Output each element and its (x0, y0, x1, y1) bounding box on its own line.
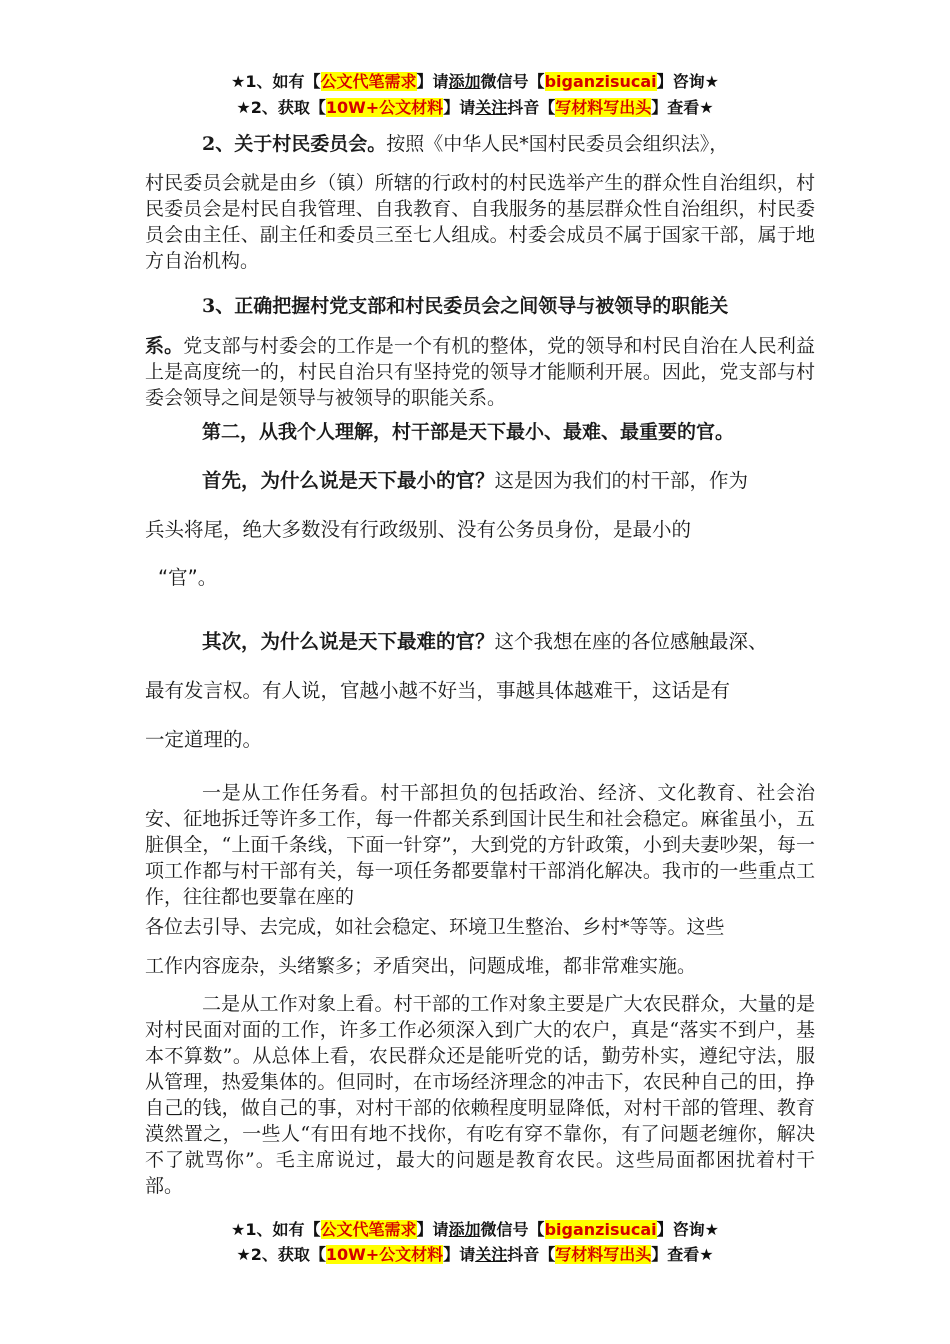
banner-underlined: 关注 (475, 98, 508, 117)
banner-text: 】查看★ (651, 98, 714, 117)
paragraph-text: 这个我想在座的各位感触最深、 (494, 630, 768, 653)
paragraph-text: 这是因为我们的村干部，作为 (494, 469, 749, 492)
promo-banner-footer-line-2 (0, 1243, 950, 1267)
smallest-official-line-3: “官”。 (158, 566, 218, 589)
promo-banner-line-2 (0, 96, 950, 120)
question-lead: 其次，为什么说是天下最难的官？ (202, 630, 495, 653)
banner-underlined: 添加 (448, 72, 481, 91)
banner-text: ★1、如有【 (231, 1220, 321, 1239)
hardest-official-line-2: 最有发言权。有人说，官越小越不好当，事越具体越难干，这话是有 (145, 679, 731, 702)
work-tasks-paragraph: 一是从工作任务看。村干部担负的包括政治、经济、文化教育、社会治安、征地拆迁等许多工作，每一件都关系到国计民生和社会稳定。麻雀虽小，五脏俱全，“上面千条线，下面一针穿”，大到党的方针政策，小到夫妻吵架，每一项工作都与村干部有关，每一项任务都要靠村干部消化解决。我市的一些重点工作，往往都也要靠在座的 (145, 782, 815, 908)
section-relationship-body (145, 333, 815, 411)
question-lead: 首先，为什么说是天下最小的官？ (202, 469, 495, 492)
banner-text: 抖音【 (507, 98, 556, 117)
paragraph-text: 党支部与村委会的工作是一个有机的整体，党的领导和村民自治在人民利益上是高度统一的，村民自治只有坚持党的领导才能顺利开展。因此，党支部与村委会领导之间是领导与被领导的职能关系。 (145, 335, 815, 409)
banner-highlight: 写材料写出头 (555, 1245, 652, 1264)
banner-text: ★1、如有【 (231, 72, 321, 91)
banner-text: 抖音【 (507, 1245, 556, 1264)
second-point-heading (202, 419, 822, 445)
banner-highlight: biganzisucai (544, 1220, 657, 1239)
banner-highlight: 写材料写出头 (555, 98, 652, 117)
hardest-official-line-3: 一定道理的。 (145, 728, 263, 751)
section-relationship-heading (202, 293, 822, 319)
promo-banner-line-1 (0, 70, 950, 94)
banner-text: 】咨询★ (656, 72, 719, 91)
hardest-official-line-1 (202, 616, 822, 668)
banner-highlight: 公文代笔需求 (320, 72, 417, 91)
banner-underlined: 添加 (448, 1220, 481, 1239)
banner-text: 】咨询★ (656, 1220, 719, 1239)
promo-banner-footer-line-1 (0, 1218, 950, 1242)
banner-text: ★2、获取【 (236, 98, 326, 117)
section-heading-tail: 系。 (145, 335, 184, 357)
smallest-official-line-1 (202, 455, 822, 507)
work-tasks-line-2: 各位去引导、去完成，如社会稳定、环境卫生整治、乡村*等等。这些 (145, 916, 725, 938)
banner-text: 微信号【 (480, 1220, 545, 1239)
banner-text: 】查看★ (651, 1245, 714, 1264)
smallest-official-line-2: 兵头将尾，绝大多数没有行政级别、没有公务员身份，是最小的 (145, 518, 692, 541)
banner-text: 】请 (416, 1220, 449, 1239)
banner-text: 】请 (416, 72, 449, 91)
banner-text: 】请 (443, 98, 476, 117)
banner-text: ★2、获取【 (236, 1245, 326, 1264)
banner-highlight: 10W+公文材料 (325, 1245, 444, 1264)
heading-text: 第二，从我个人理解，村干部是天下最小、最难、最重要的官。 (202, 421, 735, 443)
banner-highlight: 公文代笔需求 (320, 1220, 417, 1239)
banner-highlight: 10W+公文材料 (325, 98, 444, 117)
banner-text: 】请 (443, 1245, 476, 1264)
work-objects-paragraph: 二是从工作对象上看。村干部的工作对象主要是广大农民群众，大量的是对村民面对面的工作，许多工作必须深入到广大的农户，真是“落实不到户，基本不算数”。从总体上看，农民群众还是能听党的话，勤劳朴实，遵纪守法，服从管理，热爱集体的。但同时，在市场经济理念的冲击下，农民种自己的田，挣自己的钱，做自己的事，对村干部的依赖程度明显降低，对村干部的管理、教育漠然置之，一些人“有田有地不找你，有吃有穿不靠你，有了问题老缠你，解决不了就骂你”。毛主席说过，最大的问题是教育农民。这些局面都困扰着村干部。 (145, 993, 815, 1197)
banner-text: 微信号【 (480, 72, 545, 91)
banner-underlined: 关注 (475, 1245, 508, 1264)
paragraph-text: 按照《中华人民*国村民委员会组织法》， (386, 133, 729, 155)
section-village-committee-lead (202, 131, 822, 157)
work-tasks-line-3: 工作内容庞杂，头绪繁多；矛盾突出，问题成堆，都非常难实施。 (145, 955, 697, 977)
section-heading: 3、正确把握村党支部和村民委员会之间领导与被领导的职能关 (202, 295, 729, 317)
banner-highlight: biganzisucai (544, 72, 657, 91)
section-village-committee-body: 村民委员会就是由乡（镇）所辖的行政村的村民选举产生的群众性自治组织，村民委员会是村民自我管理、自我教育、自我服务的基层群众性自治组织，村民委员会由主任、副主任和委员三至七人组成。村委会成员不属于国家干部，属于地方自治机构。 (145, 172, 815, 272)
section-heading: 2、关于村民委员会。 (202, 133, 387, 155)
